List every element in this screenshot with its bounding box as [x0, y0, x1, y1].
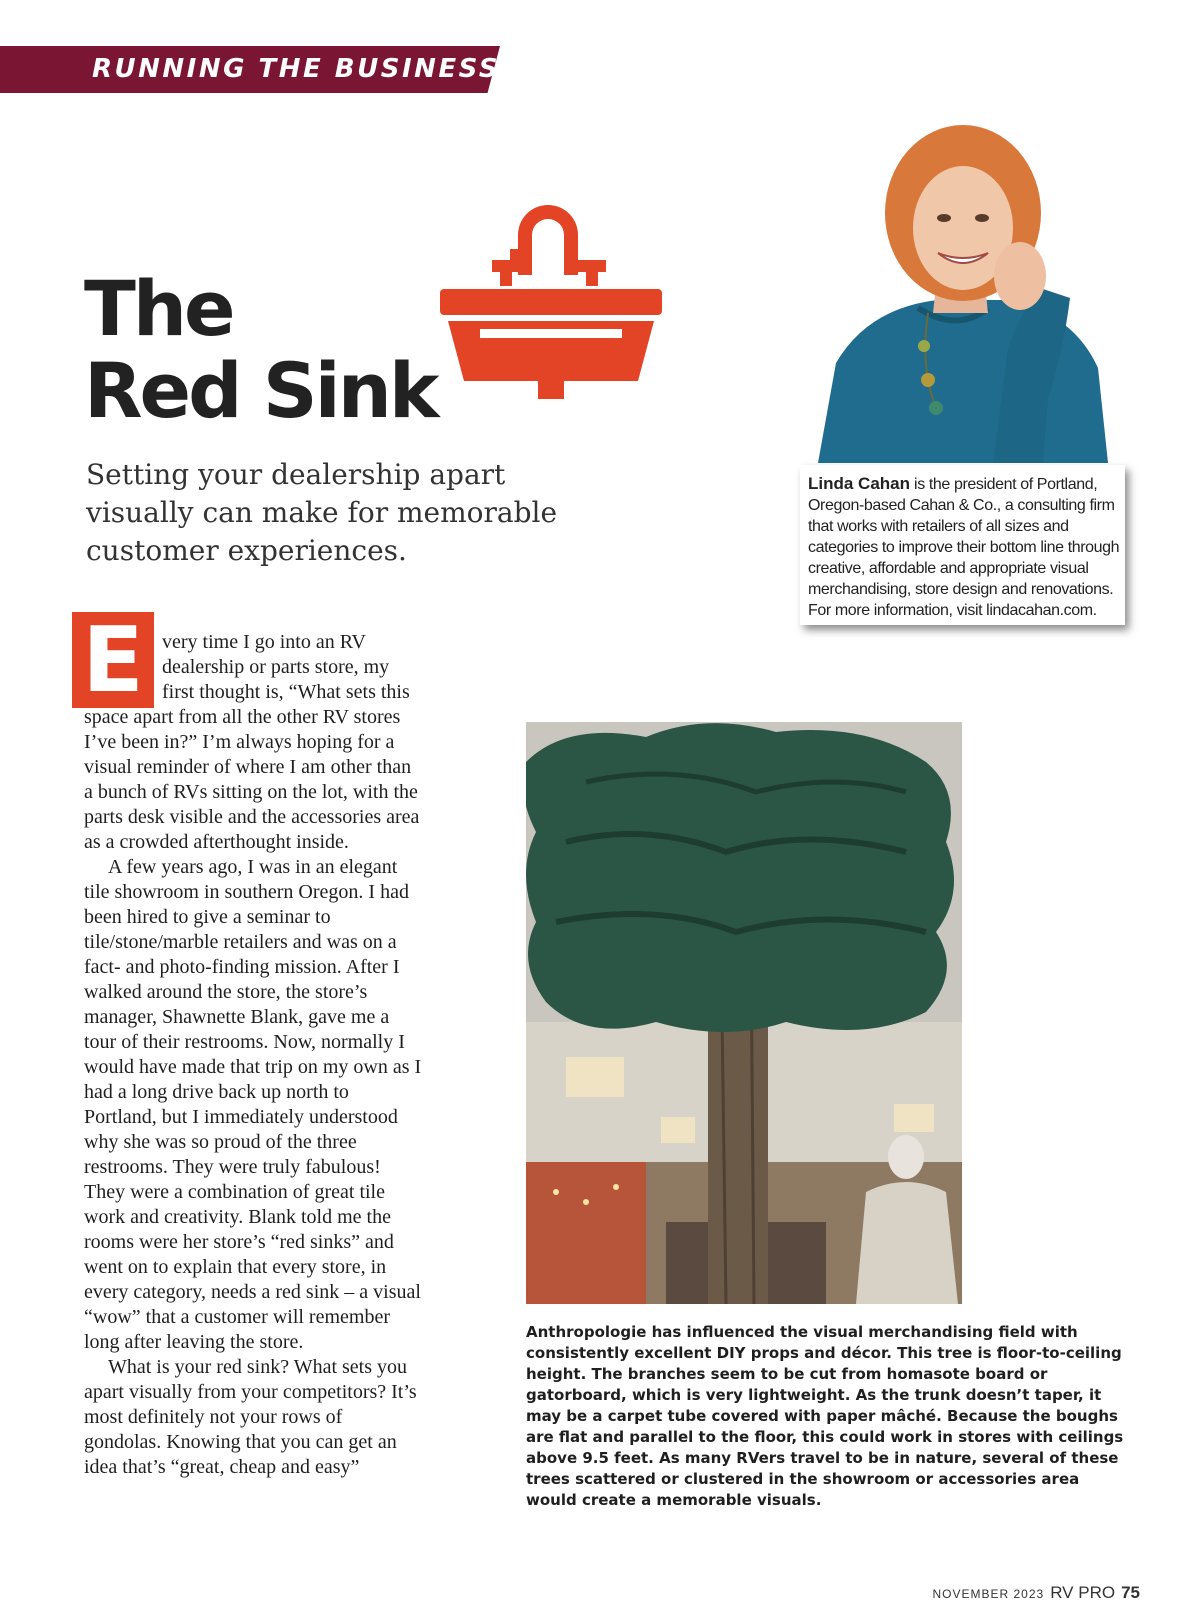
author-name: Linda Cahan	[808, 474, 911, 493]
article-title-line-2: Red Sink	[84, 346, 437, 435]
article-body	[84, 630, 424, 1480]
magazine-name: RV PRO	[1050, 1583, 1116, 1602]
article-deck: Setting your dealership apart visually can make for memorable customer experiences.	[86, 458, 558, 567]
sink-icon	[440, 205, 662, 405]
article-paragraph: A few years ago, I was in an elegant tile showroom in southern Oregon. I had been hired to give a seminar to tile/stone/marble retailers and was on a fact- and photo-finding mission. After I walked around the store, the store’s manager, Shawnette Blank, gave me a tour of their restrooms. Now, normally I would have made that trip on my own as I had a long drive back up north to Portland, but I immediately understood why she was so proud of the three restrooms. They were truly fabulous! They were a combination of great tile work and creativity. Blank told me the rooms were her store’s “red sinks” and went on to explain that every store, in every category, needs a red sink – a visual “wow” that a customer will remember long after leaving the store.	[84, 856, 422, 1353]
article-title-line-1: The	[84, 264, 233, 353]
author-photo	[808, 118, 1118, 463]
author-bio	[808, 473, 1120, 621]
issue-date: NOVEMBER 2023	[932, 1587, 1045, 1601]
section-label: RUNNING THE BUSINESS	[92, 54, 501, 84]
article-paragraph: very time I go into an RV dealership or parts store, my first thought is, “What sets this space apart from all the other RV stores I’ve been in?” I’m always hoping for a visual reminder of where I am other than a bunch of RVs sitting on the lot, with the parts desk visible and the accessories area as a crowded afterthought inside.	[84, 631, 420, 853]
page-number: 75	[1121, 1583, 1140, 1602]
photo-caption: Anthropologie has influenced the visual merchandising field with consistently excellent DIY props and décor. This tree is floor-to-ceiling height. The branches seem to be cut from homasote board or gatorboard, which is very lightweight. As the trunk doesn’t taper, it may be a carpet tube covered with paper mâché. Because the boughs are flat and parallel to the floor, this could work in stores with ceilings above 9.5 feet. As many RVers travel to be in nature, several of these trees scattered or clustered in the showroom or accessories area would create a memorable visuals.	[526, 1323, 1124, 1509]
author-bio-text: is the president of Portland, Oregon-based Cahan & Co., a consulting firm that works with retailers of all sizes and categories to improve their bottom line through creative, affordable and appropriate visual merchandising, store design and renovations. For more information, visit lindacahan.com.	[808, 476, 1120, 619]
store-tree-photo	[526, 722, 962, 1304]
drop-cap-letter: E	[82, 608, 144, 713]
page-folio	[932, 1583, 1140, 1603]
article-paragraph: What is your red sink? What sets you apart visually from your competitors? It’s most definitely not your rows of gondolas. Knowing that you can get an idea that’s “great, cheap and easy”	[84, 1356, 417, 1478]
